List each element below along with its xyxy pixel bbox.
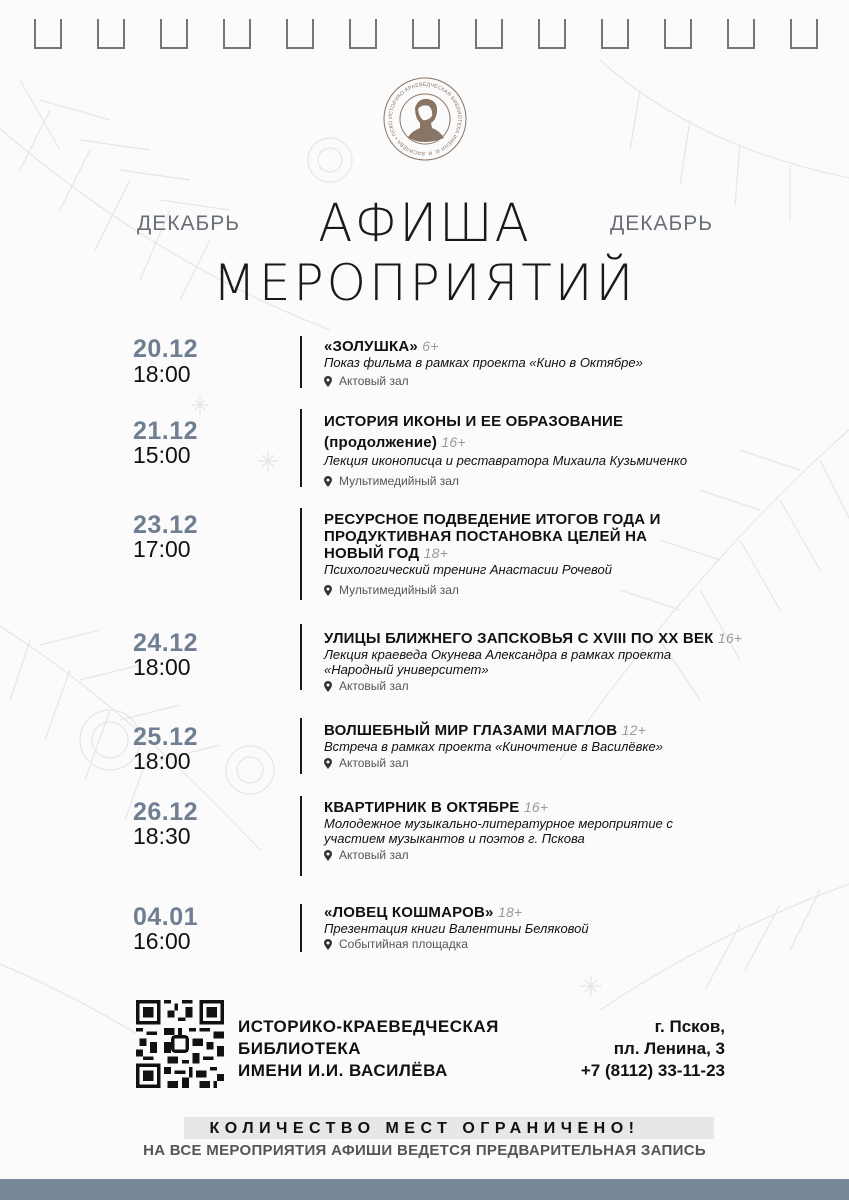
binding-hole — [412, 19, 440, 49]
event-date: 04.01 — [133, 903, 199, 931]
event-date: 21.12 — [133, 417, 199, 445]
event-description: Показ фильма в рамках проекта «Кино в Октябре» — [324, 355, 643, 370]
library-name-line: ИМЕНИ И.И. ВАСИЛЁВА — [238, 1061, 448, 1080]
event-title: РЕСУРСНОЕ ПОДВЕДЕНИЕ ИТОГОВ ГОДА И ПРОДУКТИВНАЯ ПОСТАНОВКА ЦЕЛЕЙ НА НОВЫЙ ГОД 18+ — [324, 511, 661, 562]
binding-hole — [538, 19, 566, 49]
event-place: Актовый зал — [324, 374, 794, 388]
city: г. Псков, — [654, 1017, 725, 1036]
month-label-left: ДЕКАБРЬ — [137, 212, 241, 235]
event-date: 23.12 — [133, 511, 199, 539]
page-title-line1: АФИША — [318, 192, 531, 254]
month-label-right: ДЕКАБРЬ — [610, 212, 714, 235]
location-pin-icon — [324, 681, 332, 692]
logo-ring-text: ИСТОРИКО-КРАЕВЕДЧЕСКАЯ БИБЛИОТЕКА ИМЕНИ И. И. ВАСИЛЁВА • ПСКО — [387, 81, 463, 157]
event-place: Актовый зал — [324, 679, 794, 693]
location-pin-icon — [324, 939, 332, 950]
event-title: КВАРТИРНИК В ОКТЯБРЕ 16+ — [324, 799, 549, 816]
binding-hole — [790, 19, 818, 49]
event-body — [324, 511, 684, 597]
event-title: УЛИЦЫ БЛИЖНЕГО ЗАПСКОВЬЯ С XVIII ПО XX ВЕК 16+ — [324, 630, 743, 647]
event-title: «ЛОВЕЦ КОШМАРОВ» 18+ — [324, 904, 523, 921]
event-time: 18:00 — [133, 654, 191, 680]
event-age: 6+ — [422, 338, 439, 354]
library-name-line: ИСТОРИКО-КРАЕВЕДЧЕСКАЯ — [238, 1017, 499, 1036]
event-age: 16+ — [523, 799, 549, 815]
event-age: 18+ — [423, 545, 448, 561]
event-divider — [300, 624, 302, 690]
event-body — [324, 799, 724, 862]
page-title-line2: МЕРОПРИЯТИЙ — [212, 254, 637, 312]
event-place: Актовый зал — [324, 756, 794, 770]
event-description: Лекция иконописца и реставратора Михаила Кузьмиченко — [324, 453, 688, 468]
binding-hole — [223, 19, 251, 49]
event-body — [324, 412, 688, 488]
event-divider — [300, 336, 302, 388]
location-pin-icon — [324, 850, 332, 861]
event-date: 20.12 — [133, 335, 199, 363]
event-divider — [300, 718, 302, 774]
event-description: Встреча в рамках проекта «Киночтение в Василёвке» — [324, 739, 663, 754]
event-age: 12+ — [621, 722, 647, 738]
binding-holes — [0, 0, 849, 52]
event-age: 16+ — [717, 630, 743, 646]
event-body — [324, 904, 794, 951]
library-name — [238, 1016, 499, 1082]
limited-seats-notice: КОЛИЧЕСТВО МЕСТ ОГРАНИЧЕНО! — [209, 1120, 640, 1137]
registration-notice: НА ВСЕ МЕРОПРИЯТИЯ АФИШИ ВЕДЕТСЯ ПРЕДВАРИТЕЛЬНАЯ ЗАПИСЬ — [143, 1142, 706, 1159]
event-title: ИСТОРИЯ ИКОНЫ И ЕЕ ОБРАЗОВАНИЕ (продолжение) 16+ — [324, 413, 624, 451]
event-description: Психологический тренинг Анастасии Рочевой — [324, 562, 613, 577]
location-pin-icon — [324, 758, 332, 769]
binding-hole — [475, 19, 503, 49]
phone-number[interactable]: +7 (8112) 33-11-23 — [580, 1061, 725, 1080]
event-body — [324, 338, 794, 388]
location-pin-icon — [324, 585, 332, 596]
binding-hole — [160, 19, 188, 49]
event-place: Мультимедийный зал — [324, 474, 654, 488]
event-title: «ЗОЛУШКА» 6+ — [324, 338, 439, 355]
binding-hole — [349, 19, 377, 49]
bottom-band — [0, 1179, 849, 1200]
event-place: Актовый зал — [324, 848, 724, 862]
location-pin-icon — [324, 376, 332, 387]
event-date: 26.12 — [133, 798, 199, 826]
event-body — [324, 722, 794, 770]
event-time: 18:00 — [133, 361, 191, 387]
binding-hole — [97, 19, 125, 49]
event-date: 25.12 — [133, 723, 199, 751]
event-description: Лекция краеведа Окунева Александра в рамках проекта «Народный университет» — [324, 647, 672, 677]
event-time: 18:30 — [133, 823, 191, 849]
event-description: Молодежное музыкально-литературное мероприятие с участием музыкантов и поэтов г. Пскова — [324, 816, 673, 846]
event-time: 16:00 — [133, 928, 191, 954]
library-name-line: БИБЛИОТЕКА — [238, 1039, 361, 1058]
event-divider — [300, 409, 302, 487]
event-time: 18:00 — [133, 748, 191, 774]
event-description: Презентация книги Валентины Беляковой — [324, 921, 589, 936]
event-divider — [300, 904, 302, 952]
address: пл. Ленина, 3 — [613, 1039, 725, 1058]
event-place: Событийная площадка — [324, 937, 794, 951]
binding-hole — [34, 19, 62, 49]
event-title: ВОЛШЕБНЫЙ МИР ГЛАЗАМИ МАГЛОВ 12+ — [324, 722, 647, 739]
contacts — [581, 1016, 725, 1082]
event-divider — [300, 796, 302, 876]
event-place: Мультимедийный зал — [324, 583, 684, 597]
event-age: 16+ — [441, 434, 466, 450]
qr-code[interactable] — [136, 1000, 224, 1088]
event-age: 18+ — [497, 904, 523, 920]
binding-hole — [664, 19, 692, 49]
binding-hole — [601, 19, 629, 49]
binding-hole — [727, 19, 755, 49]
event-date: 24.12 — [133, 629, 199, 657]
binding-hole — [286, 19, 314, 49]
location-pin-icon — [324, 476, 332, 487]
event-divider — [300, 508, 302, 600]
library-logo — [382, 76, 468, 162]
event-time: 17:00 — [133, 536, 191, 562]
event-body — [324, 630, 794, 693]
event-time: 15:00 — [133, 442, 191, 468]
